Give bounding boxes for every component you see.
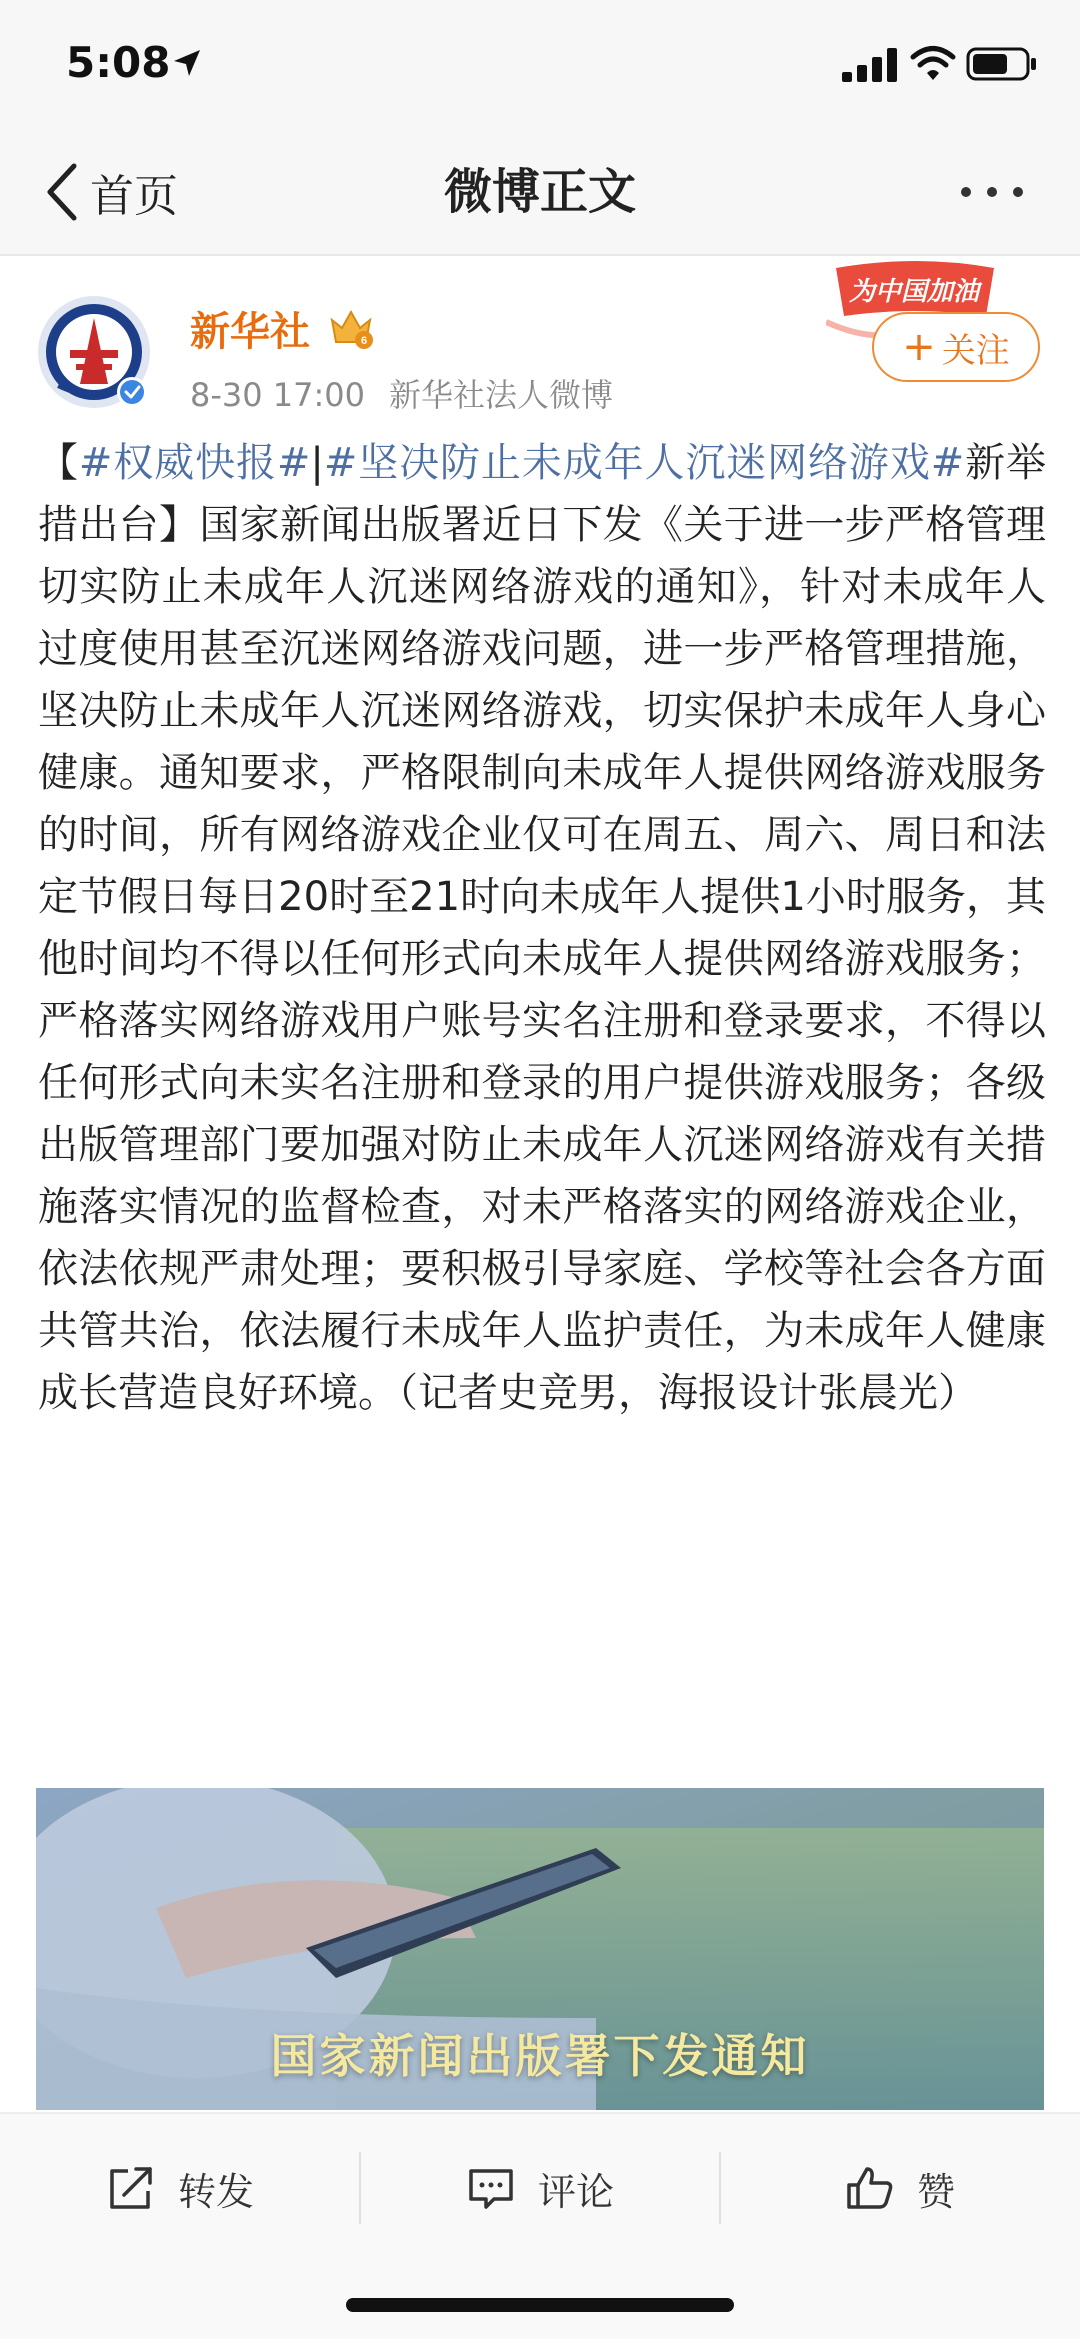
follow-label: 关注 [941, 330, 1010, 371]
body-open: 【 [38, 440, 79, 486]
post-image[interactable] [36, 1788, 1044, 2110]
hashtag-link[interactable]: #权威快报# [78, 440, 311, 486]
campaign-badge-text: 为中国加油 [848, 277, 980, 307]
body-text: 新举措出台】国家新闻出版署近日下发《关于进一步严格管理 切实防止未成年人沉迷网络游戏的通知》，针对未成年人过度使用甚至沉迷网络游戏问题，进一步严格管理措施，坚决防止未成年人沉迷网络游戏，切实保护未成年人身心健康。通知要求，严格限制向未成年人提供网络游戏服务的时间，所有网络游戏企业仅可在周五、周六、周日和法定节假日每日20时至21时向未成年人提供1小时服务，其他时间均不得以任何形式向未成年人提供网络游戏服务；严格落实网络游戏用户账号实名注册和登录要求，不得以任何形式向未实名注册和登录的用户提供游戏服务；各级出版管理部门要加强对防止未成年人沉迷网络游戏有关措施落实情况的监督检查，对未严格落实的网络游戏企业，依法依规严肃处理；要积极引导家庭、学校等社会各方面共管共治，依法履行未成年人监护责任，为未成年人健康成长营造良好环境。（记者史竞男，海报设计张晨光） [38, 440, 1047, 1416]
home-indicator [346, 2298, 734, 2312]
wifi-icon [910, 44, 956, 82]
chevron-left-icon [44, 162, 80, 222]
bottom-toolbar [0, 2112, 1080, 2339]
body-separator: | [310, 440, 324, 486]
comment-bubble-icon [466, 2163, 516, 2213]
svg-text:6: 6 [360, 335, 368, 347]
back-button[interactable] [44, 160, 178, 224]
more-dots-icon[interactable] [956, 170, 1028, 214]
battery-icon [966, 46, 1038, 82]
image-caption: 国家新闻出版署下发通知 [270, 2029, 810, 2083]
share-out-icon [106, 2163, 156, 2213]
avatar[interactable] [36, 294, 152, 410]
crown-vip-icon [328, 306, 374, 350]
hashtag-link[interactable]: #坚决防止未成年人沉迷网络游戏# [323, 440, 965, 486]
like-label: 赞 [916, 2169, 955, 2214]
plus-icon: + [902, 324, 936, 370]
follow-button[interactable] [872, 312, 1040, 382]
status-time: 5:08 [66, 38, 171, 87]
page-title: 微博正文 [443, 164, 636, 220]
post-body [38, 432, 1046, 1424]
cellular-signal-icon [842, 48, 898, 82]
thumbs-up-icon [845, 2163, 895, 2213]
like-button[interactable] [720, 2150, 1080, 2226]
comment-button[interactable] [360, 2150, 720, 2226]
repost-label: 转发 [177, 2169, 254, 2214]
status-bar [0, 0, 1080, 130]
nav-bar [0, 130, 1080, 256]
author-name[interactable]: 新华社 [190, 309, 310, 355]
repost-button[interactable] [0, 2150, 360, 2226]
post-meta [190, 370, 613, 416]
back-label: 首页 [90, 171, 178, 222]
comment-label: 评论 [537, 2169, 614, 2214]
post-source: 新华社法人微博 [389, 376, 614, 414]
post-time: 8-30 17:00 [190, 376, 366, 414]
location-arrow-icon [172, 48, 202, 78]
